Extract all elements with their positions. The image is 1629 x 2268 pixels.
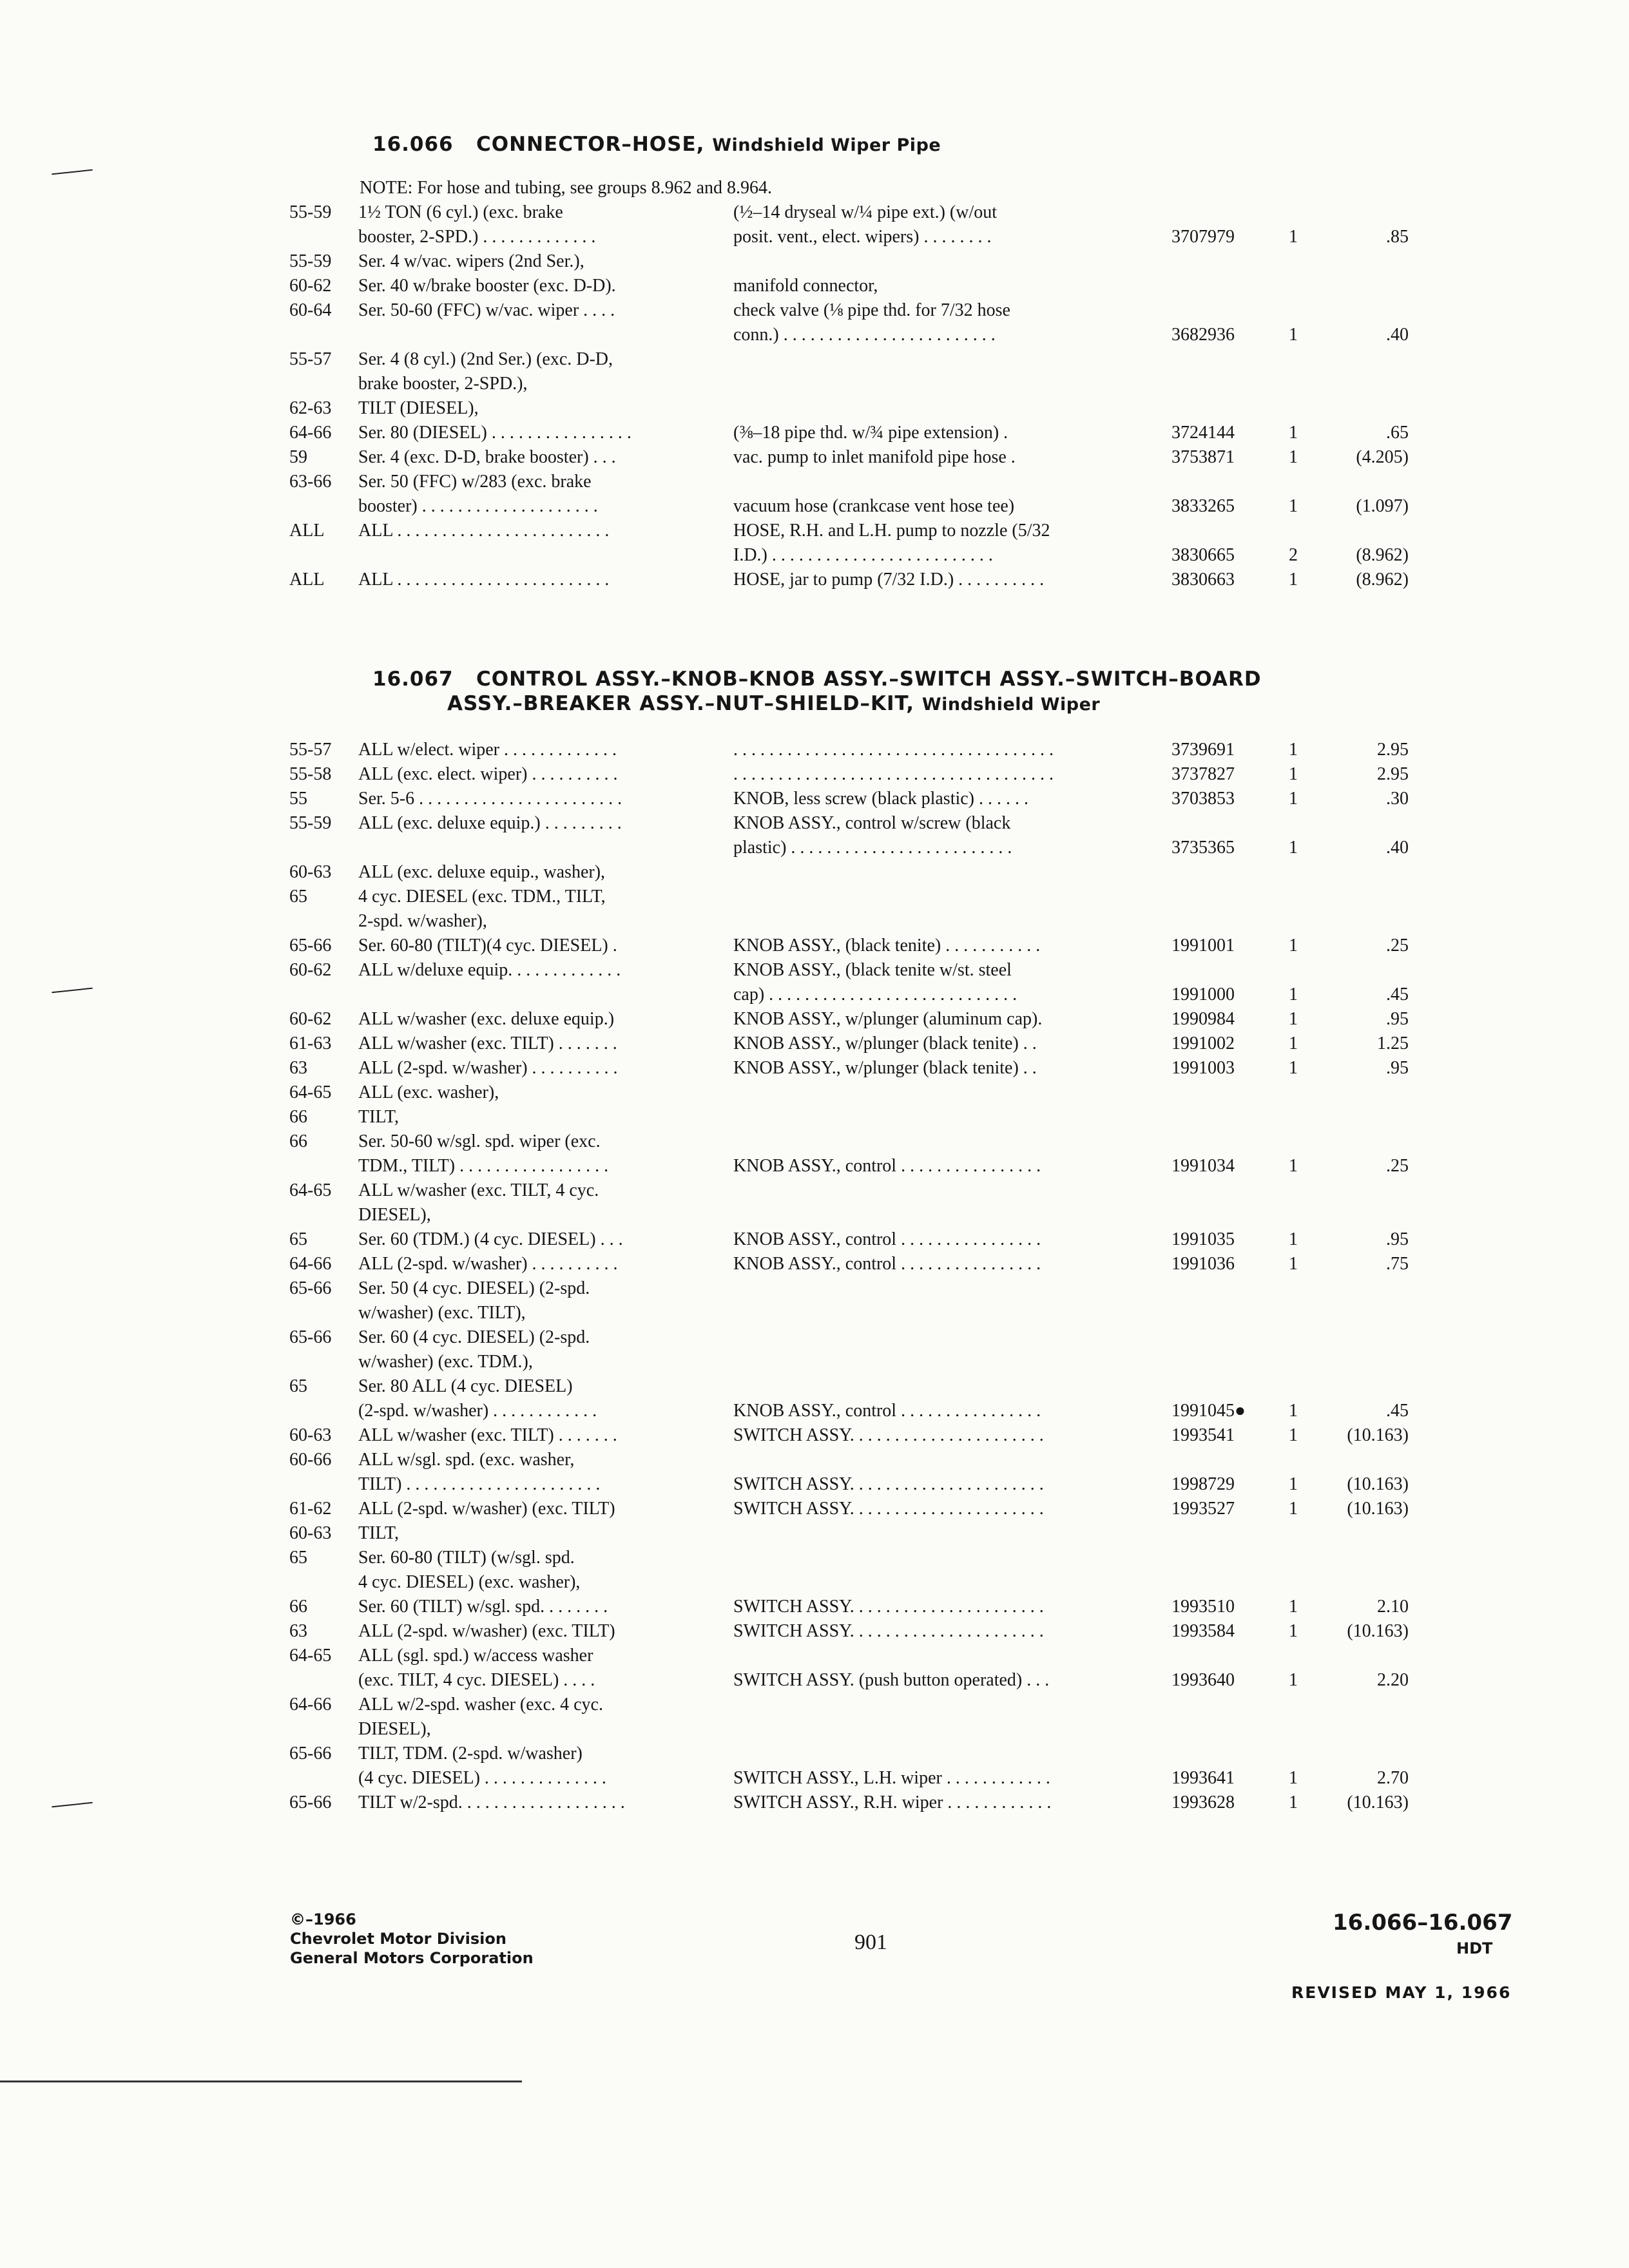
year-cell: 61-62 [289,1499,332,1519]
year-cell: 64-65 [289,1180,332,1200]
description-cell: KNOB ASSY., w/plunger (black tenite) . . [733,1033,1037,1053]
application-cell: ALL w/washer (exc. deluxe equip.) [358,1009,615,1029]
application-cell: ALL (2-spd. w/washer) . . . . . . . . . . [358,1254,618,1274]
price-cell: .95 [1386,1229,1409,1249]
quantity-cell: 1 [1289,1401,1298,1421]
price-cell: .75 [1386,1254,1409,1274]
section-note: NOTE: For hose and tubing, see groups 8.962 and 8.964. [360,178,773,198]
application-cell: w/washer) (exc. TDM.), [358,1352,533,1372]
application-cell: ALL (2-spd. w/washer) . . . . . . . . . . [358,1058,618,1078]
table-row [0,1401,1629,1425]
application-cell: TILT, [358,1107,399,1127]
table-row [0,202,1629,227]
table-row [0,521,1629,545]
table-row [0,1205,1629,1229]
table-row [0,374,1629,398]
year-cell: 60-62 [289,960,332,980]
price-cell: (4.205) [1356,447,1409,467]
table-row [0,985,1629,1009]
description-cell: KNOB ASSY., w/plunger (black tenite) . . [733,1058,1037,1078]
application-cell: ALL w/deluxe equip. . . . . . . . . . . . . [358,960,621,980]
quantity-cell: 1 [1289,936,1298,956]
quantity-cell: 1 [1289,985,1298,1004]
application-cell: (2-spd. w/washer) . . . . . . . . . . . . [358,1401,597,1421]
application-cell: TILT (DIESEL), [358,398,479,418]
margin-mark [52,169,93,175]
year-cell: 65 [289,1548,307,1568]
part-number-cell: 3830665 [1171,545,1235,565]
description-cell: SWITCH ASSY., R.H. wiper . . . . . . . . . . . . [733,1792,1052,1812]
application-cell: Ser. 4 (8 cyl.) (2nd Ser.) (exc. D-D, [358,349,613,369]
quantity-cell: 1 [1289,1621,1298,1641]
application-cell: TILT, [358,1523,399,1543]
application-cell: TILT w/2-spd. . . . . . . . . . . . . . . . . . . [358,1792,625,1812]
section-title: CONNECTOR–HOSE, [476,133,705,156]
application-cell: Ser. 80 (DIESEL) . . . . . . . . . . . . . . . . [358,423,631,443]
table-row [0,447,1629,472]
application-cell: ALL (exc. deluxe equip.) . . . . . . . . . [358,813,622,833]
table-row [0,349,1629,374]
application-cell: Ser. 60 (TDM.) (4 cyc. DIESEL) . . . [358,1229,623,1249]
table-row [0,472,1629,496]
description-cell: . . . . . . . . . . . . . . . . . . . . . . . . . . . . . . . . . . . . [733,740,1054,760]
application-cell: ALL w/elect. wiper . . . . . . . . . . . . . [358,740,617,760]
quantity-cell: 1 [1289,789,1298,809]
division-name: Chevrolet Motor Division [290,1930,506,1948]
application-cell: Ser. 4 (exc. D-D, brake booster) . . . [358,447,616,467]
year-cell: 64-66 [289,1254,332,1274]
application-cell: w/washer) (exc. TILT), [358,1303,526,1323]
price-cell: .95 [1386,1009,1409,1029]
table-row [0,862,1629,887]
price-cell: 2.95 [1377,764,1409,784]
application-cell: ALL (exc. washer), [358,1082,499,1102]
table-row [0,251,1629,276]
application-cell: ALL . . . . . . . . . . . . . . . . . . . . . . . . [358,521,610,541]
part-number-cell: 3724144 [1171,423,1235,443]
application-cell: ALL (2-spd. w/washer) (exc. TILT) [358,1621,615,1641]
year-cell: 61-63 [289,1033,332,1053]
year-cell: 63 [289,1058,307,1078]
year-cell: 62-63 [289,398,332,418]
year-cell: ALL [289,570,325,590]
table-row [0,936,1629,960]
table-row [0,887,1629,911]
price-cell: .40 [1386,325,1409,345]
year-cell: 65 [289,1376,307,1396]
section-title-line1: CONTROL ASSY.–KNOB–KNOB ASSY.–SWITCH ASSY.–SWITCH–BOARD [476,668,1262,691]
price-cell: .25 [1386,1156,1409,1176]
part-number-cell: 3830663 [1171,570,1235,590]
description-cell: SWITCH ASSY. (push button operated) . . . [733,1670,1050,1690]
application-cell: 1½ TON (6 cyl.) (exc. brake [358,202,563,222]
application-cell: Ser. 40 w/brake booster (exc. D-D). [358,276,616,296]
part-number-cell: 1991003 [1171,1058,1235,1078]
year-cell: 63 [289,1621,307,1641]
quantity-cell: 1 [1289,496,1298,516]
year-cell: 65-66 [289,936,332,956]
quantity-cell: 1 [1289,447,1298,467]
table-row [0,1327,1629,1352]
quantity-cell: 1 [1289,325,1298,345]
application-cell: booster, 2-SPD.) . . . . . . . . . . . . . [358,227,596,247]
year-cell: 60-62 [289,1009,332,1029]
description-cell: vacuum hose (crankcase vent hose tee) [733,496,1015,516]
quantity-cell: 1 [1289,1670,1298,1690]
table-row [0,1621,1629,1646]
application-cell: brake booster, 2-SPD.), [358,374,528,394]
application-cell: Ser. 60-80 (TILT) (w/sgl. spd. [358,1548,575,1568]
description-cell: posit. vent., elect. wipers) . . . . . . . . [733,227,992,247]
application-cell: TDM., TILT) . . . . . . . . . . . . . . . . . [358,1156,609,1176]
description-cell: HOSE, jar to pump (7/32 I.D.) . . . . . . . . . . [733,570,1045,590]
price-cell: (10.163) [1347,1792,1409,1812]
price-cell: .95 [1386,1058,1409,1078]
year-cell: 64-66 [289,1695,332,1715]
description-cell: SWITCH ASSY. . . . . . . . . . . . . . . . . . . . . . [733,1499,1044,1519]
year-cell: 65-66 [289,1792,332,1812]
application-cell: 2-spd. w/washer), [358,911,487,931]
table-row [0,764,1629,789]
section-16067-header [372,668,1262,691]
description-cell: KNOB ASSY., control . . . . . . . . . . . . . . . . [733,1401,1041,1421]
year-cell: 65-66 [289,1278,332,1298]
part-number-cell: 3739691 [1171,740,1235,760]
application-cell: TILT) . . . . . . . . . . . . . . . . . . . . . . [358,1474,601,1494]
group-range: 16.066–16.067 [1333,1910,1513,1936]
table-row [0,1597,1629,1621]
quantity-cell: 1 [1289,1474,1298,1494]
application-cell: ALL w/washer (exc. TILT) . . . . . . . [358,1033,617,1053]
year-cell: 55-59 [289,202,332,222]
table-row [0,1058,1629,1082]
description-cell: vac. pump to inlet manifold pipe hose . [733,447,1016,467]
description-cell: SWITCH ASSY. . . . . . . . . . . . . . . . . . . . . . [733,1597,1044,1617]
description-cell: conn.) . . . . . . . . . . . . . . . . . . . . . . . . [733,325,996,345]
table-row [0,789,1629,813]
year-cell: 63-66 [289,472,332,492]
application-cell: ALL (2-spd. w/washer) (exc. TILT) [358,1499,615,1519]
year-cell: 60-64 [289,300,332,320]
part-number-cell: 3703853 [1171,789,1235,809]
price-cell: (10.163) [1347,1474,1409,1494]
table-row [0,496,1629,521]
description-cell: SWITCH ASSY. . . . . . . . . . . . . . . . . . . . . . [733,1621,1044,1641]
description-cell: check valve (⅛ pipe thd. for 7/32 hose [733,300,1010,320]
application-cell: Ser. 50 (FFC) w/283 (exc. brake [358,472,592,492]
year-cell: 66 [289,1597,307,1617]
year-cell: 55-59 [289,251,332,271]
price-cell: 1.25 [1377,1033,1409,1053]
table-row [0,1156,1629,1180]
table-row [0,1474,1629,1499]
part-number-cell: 1991045● [1171,1401,1246,1421]
year-cell: 64-65 [289,1646,332,1666]
section-16066-header [372,133,941,156]
table-row [0,1303,1629,1327]
copyright-year: ©–1966 [290,1910,356,1928]
table-row [0,1719,1629,1744]
application-cell: DIESEL), [358,1719,431,1739]
year-cell: 64-66 [289,423,332,443]
part-number-cell: 1991036 [1171,1254,1235,1274]
year-cell: 66 [289,1131,307,1151]
table-row [0,276,1629,300]
application-cell: Ser. 60 (4 cyc. DIESEL) (2-spd. [358,1327,590,1347]
table-row [0,1695,1629,1719]
quantity-cell: 1 [1289,838,1298,858]
description-cell: SWITCH ASSY. . . . . . . . . . . . . . . . . . . . . . [733,1474,1044,1494]
price-cell: 2.70 [1377,1768,1409,1788]
application-cell: Ser. 60 (TILT) w/sgl. spd. . . . . . . . [358,1597,608,1617]
year-cell: ALL [289,521,325,541]
description-cell: plastic) . . . . . . . . . . . . . . . . . . . . . . . . . [733,838,1012,858]
year-cell: 65-66 [289,1744,332,1763]
application-cell: ALL . . . . . . . . . . . . . . . . . . . . . . . . [358,570,610,590]
application-cell: DIESEL), [358,1205,431,1225]
quantity-cell: 1 [1289,1768,1298,1788]
part-number-cell: 3737827 [1171,764,1235,784]
price-cell: .45 [1386,1401,1409,1421]
price-cell: .65 [1386,423,1409,443]
description-cell: KNOB ASSY., (black tenite w/st. steel [733,960,1012,980]
table-row [0,1180,1629,1205]
application-cell: 4 cyc. DIESEL (exc. TDM., TILT, [358,887,606,907]
table-row [0,1572,1629,1597]
table-row [0,960,1629,985]
application-cell: ALL w/sgl. spd. (exc. washer, [358,1450,575,1470]
table-row [0,1450,1629,1474]
part-number-cell: 1991000 [1171,985,1235,1004]
section-subtitle: Windshield Wiper Pipe [712,135,941,155]
application-cell: Ser. 50 (4 cyc. DIESEL) (2-spd. [358,1278,590,1298]
description-cell: (⅜–18 pipe thd. w/¾ pipe extension) . [733,423,1008,443]
year-cell: 60-66 [289,1450,332,1470]
quantity-cell: 1 [1289,1033,1298,1053]
part-number-cell: 1990984 [1171,1009,1235,1029]
table-row [0,813,1629,838]
part-number-cell: 3682936 [1171,325,1235,345]
application-cell: booster) . . . . . . . . . . . . . . . . . . . . [358,496,598,516]
quantity-cell: 1 [1289,570,1298,590]
revised-date: REVISED MAY 1, 1966 [1291,1983,1512,2002]
section-number: 16.067 [372,668,454,691]
price-cell: (10.163) [1347,1425,1409,1445]
quantity-cell: 1 [1289,1425,1298,1445]
description-cell: I.D.) . . . . . . . . . . . . . . . . . . . . . . . . . [733,545,993,565]
table-row [0,838,1629,862]
parts-table-16067 [0,740,1629,1817]
section-number: 16.066 [372,133,454,156]
description-cell: HOSE, R.H. and L.H. pump to nozzle (5/32 [733,521,1050,541]
quantity-cell: 1 [1289,1792,1298,1812]
year-cell: 65 [289,1229,307,1249]
table-row [0,1646,1629,1670]
part-number-cell: 1993541 [1171,1425,1235,1445]
application-cell: Ser. 5-6 . . . . . . . . . . . . . . . . . . . . . . . [358,789,622,809]
quantity-cell: 1 [1289,1254,1298,1274]
price-cell: (8.962) [1356,570,1409,590]
table-row [0,1768,1629,1792]
table-row [0,325,1629,349]
description-cell: manifold connector, [733,276,878,296]
table-row [0,1792,1629,1817]
price-cell: 2.95 [1377,740,1409,760]
application-cell: ALL w/washer (exc. TILT, 4 cyc. [358,1180,599,1200]
part-number-cell: 1991002 [1171,1033,1235,1053]
part-number-cell: 3707979 [1171,227,1235,247]
year-cell: 66 [289,1107,307,1127]
table-row [0,1744,1629,1768]
price-cell: .45 [1386,985,1409,1004]
description-cell: cap) . . . . . . . . . . . . . . . . . . . . . . . . . . . . [733,985,1017,1004]
table-row [0,1523,1629,1548]
description-cell: SWITCH ASSY., L.H. wiper . . . . . . . . . . . . [733,1768,1050,1788]
year-cell: 60-62 [289,276,332,296]
parts-table-16066 [0,202,1629,594]
year-cell: 65 [289,887,307,907]
section-16067-header-line2 [447,692,1100,715]
table-row [0,1033,1629,1058]
group-code: HDT [1456,1939,1493,1957]
part-number-cell: 1998729 [1171,1474,1235,1494]
application-cell: Ser. 80 ALL (4 cyc. DIESEL) [358,1376,573,1396]
table-row [0,1278,1629,1303]
year-cell: 55-59 [289,813,332,833]
price-cell: .30 [1386,789,1409,809]
quantity-cell: 1 [1289,1156,1298,1176]
quantity-cell: 1 [1289,1009,1298,1029]
description-cell: KNOB, less screw (black plastic) . . . . . . [733,789,1029,809]
description-cell: (½–14 dryseal w/¼ pipe ext.) (w/out [733,202,998,222]
application-cell: Ser. 60-80 (TILT)(4 cyc. DIESEL) . [358,936,617,956]
table-row [0,1082,1629,1107]
description-cell: SWITCH ASSY. . . . . . . . . . . . . . . . . . . . . . [733,1425,1044,1445]
quantity-cell: 1 [1289,740,1298,760]
quantity-cell: 1 [1289,764,1298,784]
application-cell: ALL (sgl. spd.) w/access washer [358,1646,593,1666]
part-number-cell: 3753871 [1171,447,1235,467]
description-cell: . . . . . . . . . . . . . . . . . . . . . . . . . . . . . . . . . . . . [733,764,1054,784]
year-cell: 64-65 [289,1082,332,1102]
part-number-cell: 1993584 [1171,1621,1235,1641]
table-row [0,1352,1629,1376]
application-cell: (4 cyc. DIESEL) . . . . . . . . . . . . . . [358,1768,606,1788]
price-cell: (10.163) [1347,1499,1409,1519]
table-row [0,1131,1629,1156]
price-cell: (8.962) [1356,545,1409,565]
part-number-cell: 3833265 [1171,496,1235,516]
table-row [0,740,1629,764]
part-number-cell: 1991035 [1171,1229,1235,1249]
year-cell: 60-63 [289,1523,332,1543]
application-cell: Ser. 4 w/vac. wipers (2nd Ser.), [358,251,584,271]
quantity-cell: 1 [1289,1597,1298,1617]
quantity-cell: 1 [1289,1229,1298,1249]
corporation-name: General Motors Corporation [290,1949,534,1967]
description-cell: KNOB ASSY., control . . . . . . . . . . . . . . . . [733,1156,1041,1176]
year-cell: 55-57 [289,349,332,369]
price-cell: (1.097) [1356,496,1409,516]
bottom-rule [0,2081,522,2082]
quantity-cell: 1 [1289,227,1298,247]
part-number-cell: 3735365 [1171,838,1235,858]
price-cell: 2.20 [1377,1670,1409,1690]
quantity-cell: 2 [1289,545,1298,565]
page-number: 901 [854,1930,887,1954]
table-row [0,1376,1629,1401]
description-cell: KNOB ASSY., (black tenite) . . . . . . . . . . . [733,936,1041,956]
table-row [0,1548,1629,1572]
application-cell: Ser. 50-60 w/sgl. spd. wiper (exc. [358,1131,601,1151]
part-number-cell: 1993628 [1171,1792,1235,1812]
price-cell: .25 [1386,936,1409,956]
table-row [0,1425,1629,1450]
part-number-cell: 1993527 [1171,1499,1235,1519]
description-cell: KNOB ASSY., control . . . . . . . . . . . . . . . . [733,1229,1041,1249]
quantity-cell: 1 [1289,1499,1298,1519]
year-cell: 55-58 [289,764,332,784]
table-row [0,1009,1629,1033]
application-cell: TILT, TDM. (2-spd. w/washer) [358,1744,583,1763]
description-cell: KNOB ASSY., control w/screw (black [733,813,1011,833]
price-cell: 2.10 [1377,1597,1409,1617]
year-cell: 55 [289,789,307,809]
table-row [0,1107,1629,1131]
price-cell: .40 [1386,838,1409,858]
year-cell: 55-57 [289,740,332,760]
part-number-cell: 1993510 [1171,1597,1235,1617]
section-title-line2: ASSY.–BREAKER ASSY.–NUT–SHIELD–KIT, [447,692,915,715]
year-cell: 59 [289,447,307,467]
price-cell: .85 [1386,227,1409,247]
application-cell: ALL (exc. deluxe equip., washer), [358,862,606,882]
application-cell: ALL w/2-spd. washer (exc. 4 cyc. [358,1695,603,1715]
application-cell: ALL (exc. elect. wiper) . . . . . . . . . . [358,764,618,784]
year-cell: 60-63 [289,1425,332,1445]
table-row [0,1670,1629,1695]
description-cell: KNOB ASSY., control . . . . . . . . . . . . . . . . [733,1254,1041,1274]
table-row [0,570,1629,594]
description-cell: KNOB ASSY., w/plunger (aluminum cap). [733,1009,1043,1029]
table-row [0,423,1629,447]
part-number-cell: 1991034 [1171,1156,1235,1176]
section-subtitle: Windshield Wiper [921,695,1101,715]
quantity-cell: 1 [1289,423,1298,443]
table-row [0,1254,1629,1278]
year-cell: 65-66 [289,1327,332,1347]
table-row [0,227,1629,251]
footer-copyright [290,1910,534,1968]
table-row [0,545,1629,570]
quantity-cell: 1 [1289,1058,1298,1078]
price-cell: (10.163) [1347,1621,1409,1641]
year-cell: 60-63 [289,862,332,882]
table-row [0,911,1629,936]
part-number-cell: 1993640 [1171,1670,1235,1690]
part-number-cell: 1993641 [1171,1768,1235,1788]
table-row [0,1229,1629,1254]
application-cell: (exc. TILT, 4 cyc. DIESEL) . . . . [358,1670,595,1690]
table-row [0,300,1629,325]
table-row [0,1499,1629,1523]
application-cell: ALL w/washer (exc. TILT) . . . . . . . [358,1425,617,1445]
application-cell: 4 cyc. DIESEL) (exc. washer), [358,1572,581,1592]
part-number-cell: 1991001 [1171,936,1235,956]
table-row [0,398,1629,423]
application-cell: Ser. 50-60 (FFC) w/vac. wiper . . . . [358,300,615,320]
